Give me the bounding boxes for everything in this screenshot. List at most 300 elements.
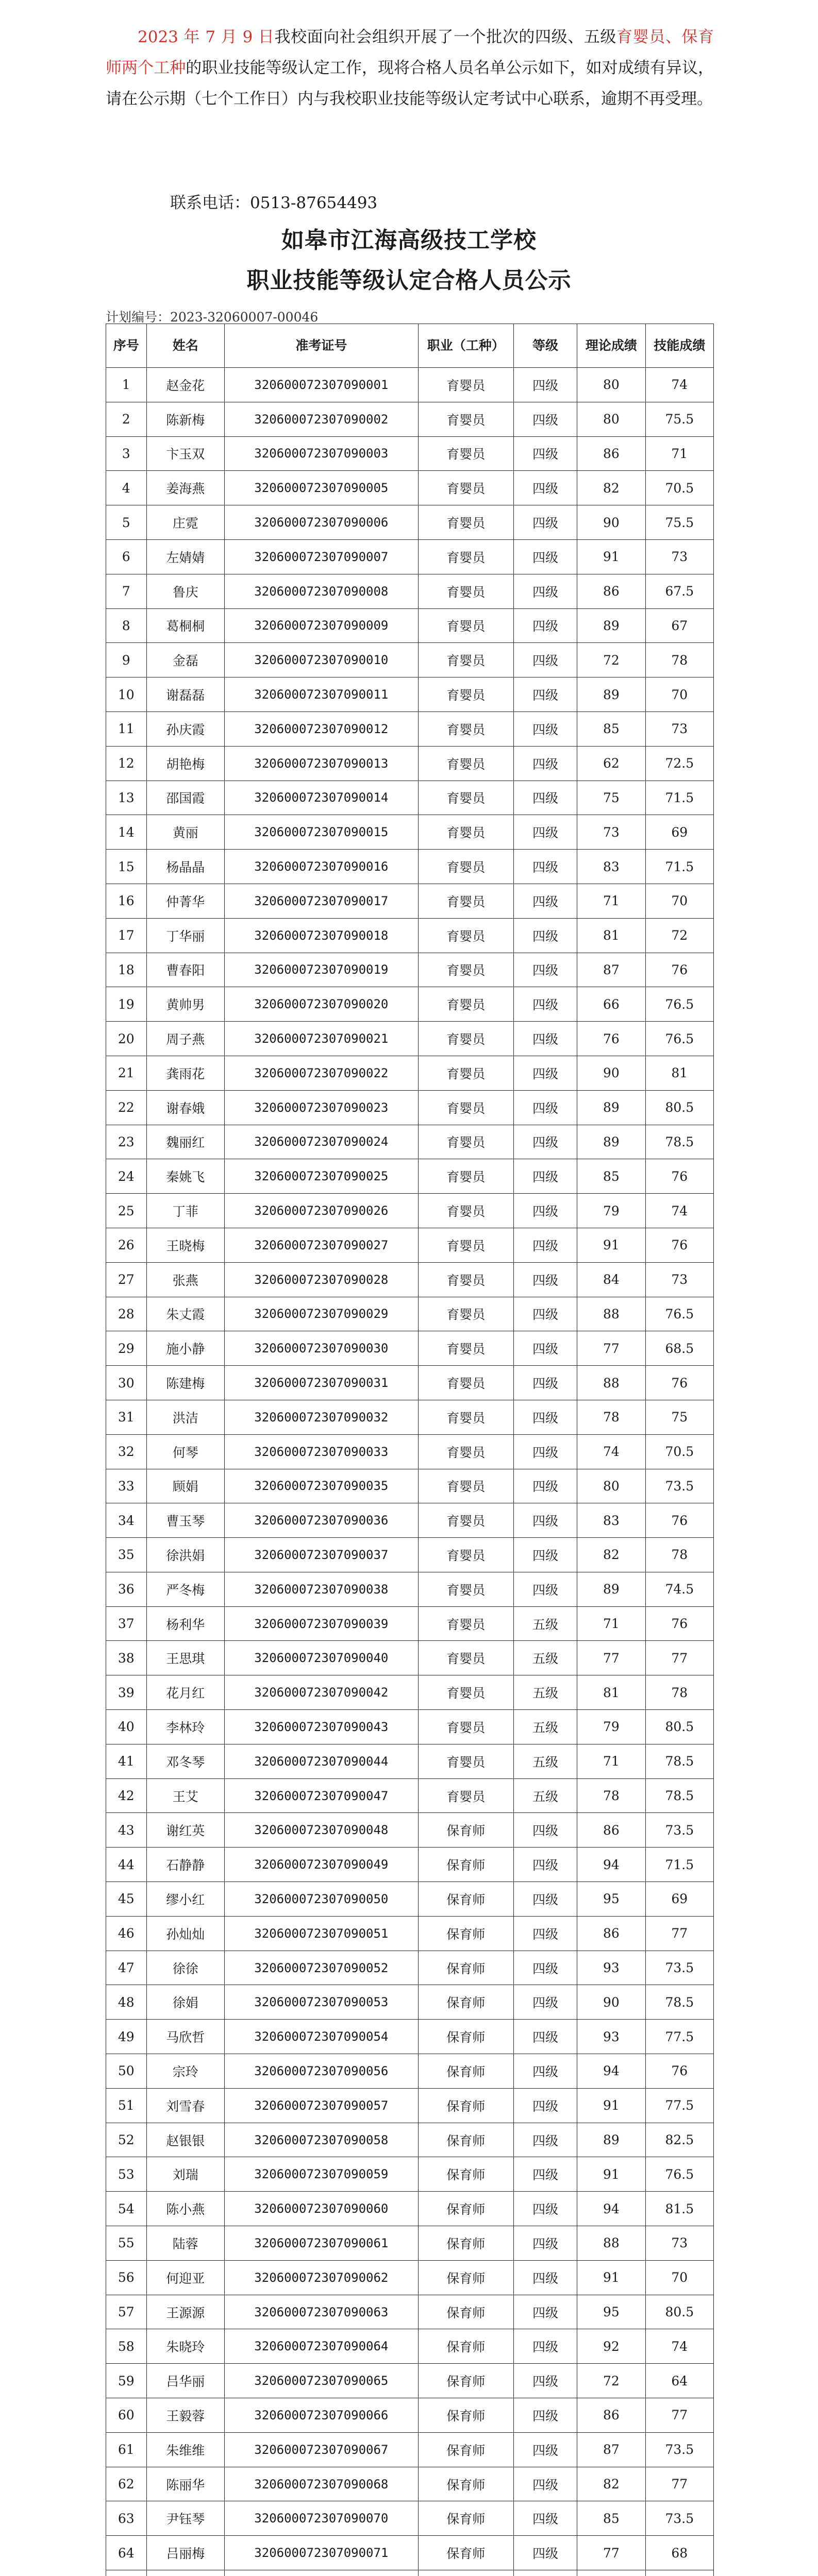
cell-theory-score: 89	[577, 677, 645, 712]
cell-index: 31	[106, 1400, 147, 1434]
cell-skill-score: 76	[645, 2054, 713, 2089]
cell-ticket-number: 320600072307090021	[224, 1022, 418, 1056]
cell-theory-score: 91	[577, 2088, 645, 2123]
cell-occupation: 育婴员	[418, 1194, 513, 1228]
cell-name: 吕华丽	[146, 2364, 224, 2398]
cell-theory-score: 81	[577, 1675, 645, 1710]
cell-skill-score: 77	[645, 2398, 713, 2433]
cell-ticket-number: 320600072307090053	[224, 1985, 418, 2020]
cell-ticket-number: 320600072307090035	[224, 1469, 418, 1503]
cell-ticket-number: 320600072307090030	[224, 1331, 418, 1366]
cell-name: 谢春娥	[146, 1090, 224, 1125]
cell-occupation: 保育师	[418, 2467, 513, 2501]
cell-skill-score: 78.5	[645, 1778, 713, 1813]
table-row	[106, 850, 714, 884]
cell-ticket-number: 320600072307090016	[224, 850, 418, 884]
cell-name: 花月红	[146, 1675, 224, 1710]
header-occupation: 职业（工种）	[418, 324, 513, 368]
cell-index: 5	[106, 505, 147, 540]
cell-occupation: 保育师	[418, 2329, 513, 2364]
cell-index: 47	[106, 1951, 147, 1985]
table-row	[106, 643, 714, 677]
cell-level: 四级	[513, 1331, 577, 1366]
cell-level: 四级	[513, 1916, 577, 1951]
table-row	[106, 1882, 714, 1917]
cell-theory-score: 94	[577, 1848, 645, 1882]
cell-level: 四级	[513, 677, 577, 712]
cell-theory-score: 78	[577, 1400, 645, 1434]
cell-occupation: 育婴员	[418, 1778, 513, 1813]
table-row	[106, 1262, 714, 1297]
cell-index: 46	[106, 1916, 147, 1951]
cell-occupation: 育婴员	[418, 574, 513, 608]
cell-theory-score: 90	[577, 1056, 645, 1090]
cell-level: 四级	[513, 850, 577, 884]
cell-theory-score: 87	[577, 2432, 645, 2467]
cell-index: 2	[106, 402, 147, 436]
cell-ticket-number: 320600072307090024	[224, 1125, 418, 1159]
header-name: 姓名	[146, 324, 224, 368]
table-row	[106, 2088, 714, 2123]
table-row	[106, 1641, 714, 1675]
cell-skill-score: 76.5	[645, 1022, 713, 1056]
cell-occupation: 育婴员	[418, 1331, 513, 1366]
cell-level: 四级	[513, 368, 577, 402]
cell-skill-score: 80.5	[645, 2295, 713, 2329]
cell-level: 四级	[513, 1400, 577, 1434]
cell-ticket-number: 320600072307090042	[224, 1675, 418, 1710]
cell-ticket-number: 320600072307090066	[224, 2398, 418, 2433]
cell-ticket-number: 320600072307090063	[224, 2295, 418, 2329]
cell-name: 庄霓	[146, 505, 224, 540]
cell-name: 何琴	[146, 1434, 224, 1469]
cell-skill-score: 75	[645, 1400, 713, 1434]
cell-index: 54	[106, 2192, 147, 2226]
cell-theory-score: 90	[577, 1985, 645, 2020]
cell-level: 四级	[513, 1228, 577, 1262]
table-row	[106, 436, 714, 471]
cell-level: 四级	[513, 2432, 577, 2467]
cell-ticket-number: 320600072307090015	[224, 815, 418, 850]
cell-name: 陈建梅	[146, 1366, 224, 1400]
cell-theory-score: 88	[577, 1366, 645, 1400]
table-row	[106, 2364, 714, 2398]
table-row	[106, 1606, 714, 1641]
cell-occupation: 育婴员	[418, 1675, 513, 1710]
cell-theory-score: 80	[577, 368, 645, 402]
cell-name: 施小静	[146, 1331, 224, 1366]
cell-theory-score: 85	[577, 2501, 645, 2536]
cell-occupation: 育婴员	[418, 1434, 513, 1469]
table-row	[106, 1400, 714, 1434]
table-row	[106, 1778, 714, 1813]
cell-name: 魏丽红	[146, 1125, 224, 1159]
cell-occupation: 育婴员	[418, 1710, 513, 1744]
cell-occupation: 育婴员	[418, 1744, 513, 1778]
cell-level: 四级	[513, 746, 577, 781]
cell-name: 赵金花	[146, 368, 224, 402]
table-row	[106, 1366, 714, 1400]
cell-level: 四级	[513, 953, 577, 987]
cell-index: 37	[106, 1606, 147, 1641]
cell-ticket-number: 320600072307090029	[224, 1297, 418, 1331]
cell-theory-score: 74	[577, 1434, 645, 1469]
cell-index: 29	[106, 1331, 147, 1366]
cell-theory-score: 86	[577, 436, 645, 471]
cell-occupation: 育婴员	[418, 815, 513, 850]
cell-ticket-number: 320600072307090027	[224, 1228, 418, 1262]
cell-ticket-number: 320600072307090032	[224, 1400, 418, 1434]
cell-theory-score: 79	[577, 1194, 645, 1228]
cell-skill-score: 76	[645, 1503, 713, 1538]
table-row	[106, 1056, 714, 1090]
cell-name: 葛桐桐	[146, 608, 224, 643]
cell-name: 刘瑞	[146, 2157, 224, 2192]
cell-occupation: 保育师	[418, 2123, 513, 2157]
cell-index: 64	[106, 2536, 147, 2570]
table-row	[106, 884, 714, 918]
cell-name: 卞玉双	[146, 436, 224, 471]
notice-text-2: 的职业技能等级认定工作，现将合格人员名单公示如下，如对成绩有异议，请在公示期（七个工作日）内与我校职业技能等级认定考试中心联系，逾期不再受理。	[106, 59, 714, 108]
cell-skill-score: 76.5	[645, 987, 713, 1022]
cell-occupation: 育婴员	[418, 1228, 513, 1262]
cell-occupation: 保育师	[418, 1813, 513, 1848]
cell-level: 四级	[513, 1538, 577, 1572]
cell-occupation: 保育师	[418, 2157, 513, 2192]
cell-ticket-number: 320600072307090017	[224, 884, 418, 918]
cell-occupation: 育婴员	[418, 1641, 513, 1675]
cell-theory-score: 77	[577, 2536, 645, 2570]
cell-skill-score: 73.5	[645, 1469, 713, 1503]
cell-level: 四级	[513, 539, 577, 574]
cell-level: 四级	[513, 815, 577, 850]
cell-skill-score: 80.5	[645, 1710, 713, 1744]
cell-name: 杨晶晶	[146, 850, 224, 884]
cell-name: 孙灿灿	[146, 1916, 224, 1951]
cell-name: 孙庆霞	[146, 711, 224, 746]
cell-name: 马欣哲	[146, 2020, 224, 2054]
cell-ticket-number: 320600072307090002	[224, 402, 418, 436]
cell-level: 四级	[513, 711, 577, 746]
cell-ticket-number: 320600072307090019	[224, 953, 418, 987]
cell-index: 45	[106, 1882, 147, 1917]
cell-skill-score: 78.5	[645, 1125, 713, 1159]
cell-skill-score: 67	[645, 608, 713, 643]
cell-occupation: 保育师	[418, 1848, 513, 1882]
cell-occupation: 保育师	[418, 2260, 513, 2295]
table-row	[106, 1710, 714, 1744]
cell-index: 9	[106, 643, 147, 677]
cell-occupation: 保育师	[418, 2088, 513, 2123]
cell-index: 38	[106, 1641, 147, 1675]
cell-index: 24	[106, 1159, 147, 1194]
cell-index: 53	[106, 2157, 147, 2192]
cell-ticket-number: 320600072307090012	[224, 711, 418, 746]
cell-occupation: 保育师	[418, 2536, 513, 2570]
cell-theory-score: 89	[577, 1090, 645, 1125]
cell-skill-score: 76.5	[645, 1297, 713, 1331]
table-row	[106, 1916, 714, 1951]
cell-ticket-number: 320600072307090051	[224, 1916, 418, 1951]
cell-theory-score: 80	[577, 402, 645, 436]
cell-theory-score	[577, 2570, 645, 2576]
cell-index: 52	[106, 2123, 147, 2157]
cell-skill-score: 75.5	[645, 505, 713, 540]
cell-ticket-number: 320600072307090070	[224, 2501, 418, 2536]
cell-level: 四级	[513, 2329, 577, 2364]
cell-level: 四级	[513, 1985, 577, 2020]
table-row	[106, 2329, 714, 2364]
table-row	[106, 2123, 714, 2157]
cell-name: 谢磊磊	[146, 677, 224, 712]
cell-ticket-number: 320600072307090033	[224, 1434, 418, 1469]
document-title: 职业技能等级认定合格人员公示	[246, 267, 572, 294]
cell-name: 丁华丽	[146, 918, 224, 953]
cell-occupation: 育婴员	[418, 1297, 513, 1331]
cell-theory-score: 95	[577, 2295, 645, 2329]
table-row	[106, 1675, 714, 1710]
cell-index: 32	[106, 1434, 147, 1469]
cell-ticket-number: 320600072307090036	[224, 1503, 418, 1538]
cell-level: 四级	[513, 1434, 577, 1469]
cell-index: 1	[106, 368, 147, 402]
cell-name: 王晓梅	[146, 1228, 224, 1262]
table-row	[106, 368, 714, 402]
cell-theory-score: 91	[577, 1228, 645, 1262]
table-row	[106, 1194, 714, 1228]
cell-name: 胡艳梅	[146, 746, 224, 781]
table-row	[106, 677, 714, 712]
cell-skill-score: 77	[645, 1641, 713, 1675]
cell-theory-score: 62	[577, 746, 645, 781]
cell-occupation: 育婴员	[418, 436, 513, 471]
table-row	[106, 1572, 714, 1606]
cell-occupation: 育婴员	[418, 1572, 513, 1606]
cell-occupation: 育婴员	[418, 1090, 513, 1125]
cell-theory-score: 76	[577, 1022, 645, 1056]
table-row	[106, 1159, 714, 1194]
cell-level: 四级	[513, 2295, 577, 2329]
cell-theory-score: 72	[577, 2364, 645, 2398]
table-row	[106, 1469, 714, 1503]
cell-ticket-number: 320600072307090014	[224, 781, 418, 815]
cell-level: 四级	[513, 2364, 577, 2398]
cell-skill-score: 78	[645, 1538, 713, 1572]
cell-theory-score: 88	[577, 1297, 645, 1331]
table-row	[106, 402, 714, 436]
cell-ticket-number: 320600072307090020	[224, 987, 418, 1022]
cell-theory-score: 82	[577, 471, 645, 505]
cell-skill-score: 72	[645, 918, 713, 953]
cell-name: 丁菲	[146, 1194, 224, 1228]
cell-ticket-number: 320600072307090071	[224, 2536, 418, 2570]
table-row	[106, 781, 714, 815]
cell-level: 四级	[513, 471, 577, 505]
cell-index	[106, 2570, 147, 2576]
cell-theory-score: 93	[577, 2020, 645, 2054]
contact-phone: 联系电话：0513-87654493	[170, 194, 378, 212]
cell-level: 四级	[513, 1262, 577, 1297]
header-level: 等级	[513, 324, 577, 368]
cell-name: 王毅蓉	[146, 2398, 224, 2433]
table-row	[106, 2260, 714, 2295]
table-row	[106, 505, 714, 540]
cell-ticket-number: 320600072307090013	[224, 746, 418, 781]
table-row	[106, 953, 714, 987]
cell-skill-score: 75.5	[645, 402, 713, 436]
cell-name: 赵银银	[146, 2123, 224, 2157]
cell-name: 徐娟	[146, 1985, 224, 2020]
table-row	[106, 815, 714, 850]
cell-index: 40	[106, 1710, 147, 1744]
cell-occupation: 育婴员	[418, 471, 513, 505]
cell-name: 秦姚飞	[146, 1159, 224, 1194]
cell-index: 18	[106, 953, 147, 987]
cell-index: 25	[106, 1194, 147, 1228]
cell-level: 四级	[513, 1297, 577, 1331]
cell-level: 四级	[513, 1951, 577, 1985]
table-header-row	[106, 324, 714, 368]
cell-occupation: 育婴员	[418, 1125, 513, 1159]
cell-occupation: 育婴员	[418, 953, 513, 987]
cell-theory-score: 94	[577, 2192, 645, 2226]
cell-skill-score: 73	[645, 711, 713, 746]
cell-skill-score: 78	[645, 643, 713, 677]
cell-occupation: 育婴员	[418, 1159, 513, 1194]
cell-name: 顾娟	[146, 1469, 224, 1503]
cell-name: 陆蓉	[146, 2226, 224, 2261]
notice-paragraph	[106, 22, 714, 114]
cell-occupation: 育婴员	[418, 1469, 513, 1503]
cell-ticket-number: 320600072307090062	[224, 2260, 418, 2295]
cell-index: 22	[106, 1090, 147, 1125]
table-row	[106, 1297, 714, 1331]
header-index: 序号	[106, 324, 147, 368]
cell-skill-score: 70	[645, 884, 713, 918]
cell-ticket-number: 320600072307090006	[224, 505, 418, 540]
cell-ticket-number: 320600072307090037	[224, 1538, 418, 1572]
cell-skill-score: 68.5	[645, 1331, 713, 1366]
table-row	[106, 2054, 714, 2089]
cell-theory-score: 90	[577, 505, 645, 540]
cell-theory-score: 89	[577, 1572, 645, 1606]
cell-skill-score: 77.5	[645, 2088, 713, 2123]
cell-index: 3	[106, 436, 147, 471]
cell-name: 黄丽	[146, 815, 224, 850]
cell-skill-score: 77.5	[645, 2020, 713, 2054]
cell-level: 五级	[513, 1778, 577, 1813]
cell-theory-score: 84	[577, 1262, 645, 1297]
cell-skill-score: 73.5	[645, 2501, 713, 2536]
table-row	[106, 1985, 714, 2020]
cell-name: 宗玲	[146, 2054, 224, 2089]
table-row	[106, 1503, 714, 1538]
table-row	[106, 1538, 714, 1572]
cell-occupation	[418, 2570, 513, 2576]
table-row	[106, 1228, 714, 1262]
cell-skill-score: 71.5	[645, 781, 713, 815]
table-row	[106, 574, 714, 608]
cell-occupation: 保育师	[418, 2226, 513, 2261]
cell-skill-score: 78.5	[645, 1744, 713, 1778]
cell-ticket-number: 320600072307090058	[224, 2123, 418, 2157]
cell-occupation: 育婴员	[418, 1606, 513, 1641]
cell-occupation: 育婴员	[418, 677, 513, 712]
cell-skill-score: 68	[645, 2536, 713, 2570]
cell-level: 四级	[513, 2501, 577, 2536]
cell-ticket-number: 320600072307090065	[224, 2364, 418, 2398]
cell-skill-score: 76	[645, 1366, 713, 1400]
cell-theory-score: 77	[577, 1641, 645, 1675]
cell-occupation: 育婴员	[418, 711, 513, 746]
cell-skill-score: 78	[645, 1675, 713, 1710]
header-skill-score: 技能成绩	[645, 324, 713, 368]
results-table	[106, 324, 714, 2576]
cell-ticket-number: 320600072307090048	[224, 1813, 418, 1848]
cell-skill-score: 76.5	[645, 2157, 713, 2192]
cell-skill-score: 76	[645, 953, 713, 987]
cell-name: 尹钰琴	[146, 2501, 224, 2536]
cell-level: 四级	[513, 402, 577, 436]
cell-ticket-number: 320600072307090028	[224, 1262, 418, 1297]
cell-theory-score: 82	[577, 2467, 645, 2501]
cell-skill-score: 74.5	[645, 1572, 713, 1606]
cell-occupation: 育婴员	[418, 884, 513, 918]
cell-index: 44	[106, 1848, 147, 1882]
cell-occupation: 育婴员	[418, 1022, 513, 1056]
cell-theory-score: 91	[577, 2157, 645, 2192]
cell-name: 陈小燕	[146, 2192, 224, 2226]
cell-theory-score: 73	[577, 815, 645, 850]
cell-theory-score: 83	[577, 850, 645, 884]
cell-name: 王艾	[146, 1778, 224, 1813]
cell-level: 四级	[513, 643, 577, 677]
cell-ticket-number: 320600072307090057	[224, 2088, 418, 2123]
cell-index: 13	[106, 781, 147, 815]
cell-level: 四级	[513, 574, 577, 608]
cell-occupation: 育婴员	[418, 918, 513, 953]
cell-name: 杨利华	[146, 1606, 224, 1641]
cell-index: 21	[106, 1056, 147, 1090]
cell-name: 徐徐	[146, 1951, 224, 1985]
cell-index: 30	[106, 1366, 147, 1400]
cell-level: 四级	[513, 2123, 577, 2157]
cell-level: 四级	[513, 1503, 577, 1538]
table-row	[106, 2398, 714, 2433]
cell-skill-score: 74	[645, 368, 713, 402]
cell-theory-score: 85	[577, 711, 645, 746]
cell-skill-score: 73.5	[645, 1813, 713, 1848]
cell-index: 17	[106, 918, 147, 953]
table-row	[106, 918, 714, 953]
cell-name: 石静静	[146, 1848, 224, 1882]
table-row	[106, 1125, 714, 1159]
cell-index: 4	[106, 471, 147, 505]
cell-theory-score: 80	[577, 1469, 645, 1503]
cell-occupation: 育婴员	[418, 539, 513, 574]
cell-name: 陈丽华	[146, 2467, 224, 2501]
cell-theory-score: 88	[577, 2226, 645, 2261]
cell-index: 60	[106, 2398, 147, 2433]
cell-skill-score: 67.5	[645, 574, 713, 608]
cell-occupation: 保育师	[418, 2020, 513, 2054]
cell-level: 四级	[513, 884, 577, 918]
cell-level: 四级	[513, 781, 577, 815]
cell-level: 四级	[513, 1159, 577, 1194]
cell-index: 50	[106, 2054, 147, 2089]
table-row	[106, 1951, 714, 1985]
cell-name: 徐洪娟	[146, 1538, 224, 1572]
